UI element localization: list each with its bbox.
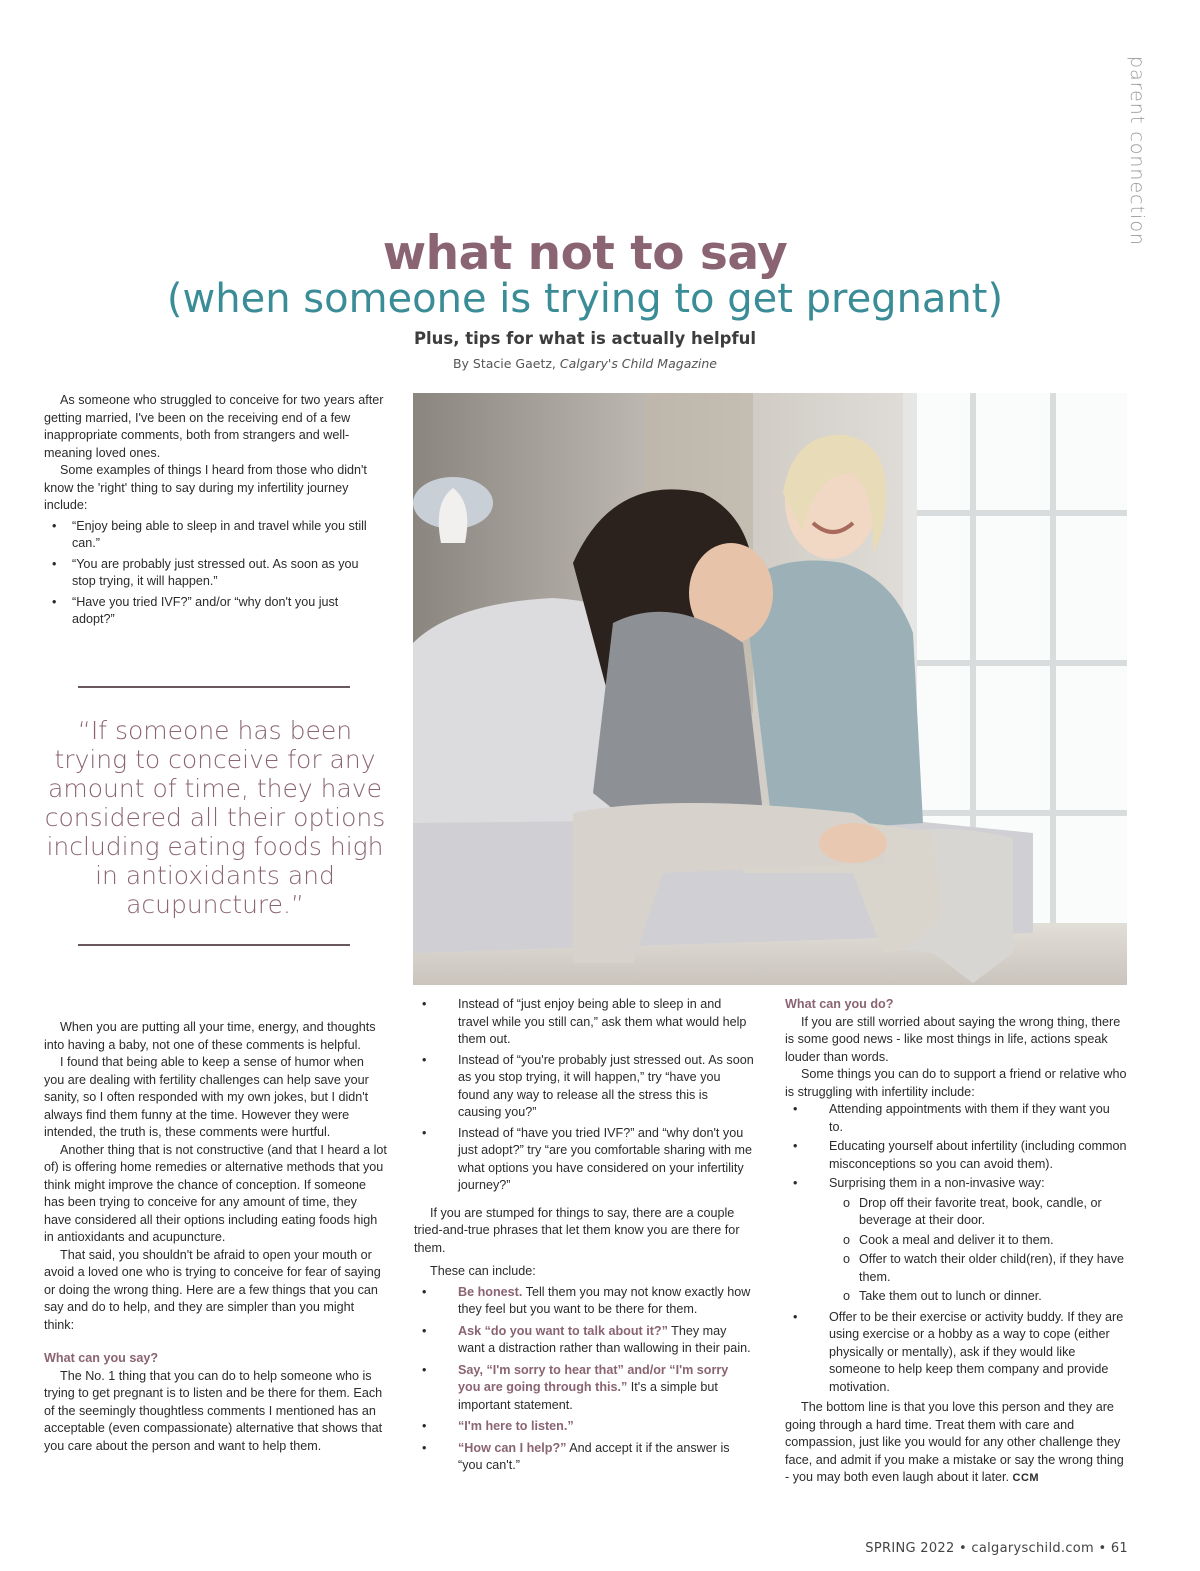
body-paragraph: When you are putting all your time, energy, and thoughts into having a baby, not one of these comments is helpful. [44,1020,376,1052]
pull-quote: “If someone has been trying to conceive for any amount of time, they have considered all their options including eating foods high in antioxidants and acupuncture.” [44,716,386,919]
body-paragraph: I found that being able to keep a sense of humor when you are dealing with fertility challenges can help save your sanity, so I often responded with my own jokes, but I didn't always find them funny at the time. However they were intended, the truth is, these comments were hurtful. [44,1055,369,1139]
body-column-2 [414,996,754,1475]
signoff: CCM [1012,1472,1040,1484]
body-paragraph: These can include: [430,1264,536,1278]
byline-publication: Calgary's Child Magazine [559,356,717,371]
list-item: • “Enjoy being able to sleep in and travel while you still can.” [44,518,384,553]
body-column-3 [785,996,1127,1488]
tip-emphasis: “I'm here to listen.” [458,1419,574,1433]
tip-emphasis: Say, “I'm sorry to hear that” and/or “I'm sorry you are going through this.” [458,1362,729,1394]
list-item: • “You are probably just stressed out. As soon as you stop trying, it will happen.” [44,556,384,591]
section-heading-say: What can you say? [44,1351,159,1365]
surprise-ideas-list [785,1195,1127,1306]
hurtful-comments-list [44,518,384,629]
body-column-1 [44,1019,387,1455]
list-item [414,1418,754,1436]
list-item [414,1362,754,1415]
list-item: • Instead of “have you tried IVF?” and “why don't you just adopt?” try “are you comfortable sharing with me what options you have considered on your infertility journey?” [414,1125,754,1195]
list-item: • Instead of “just enjoy being able to sleep in and travel while you still can,” ask them what would help them out. [414,996,754,1049]
section-heading-do: What can you do? [785,997,894,1011]
list-item [785,1175,1127,1193]
list-item: • “Have you tried IVF?” and/or “why don't you just adopt?” [44,594,384,629]
tip-text: And accept it if the answer is “you can't.” [458,1440,730,1472]
article-title-line2: (when someone is trying to get pregnant) [166,276,1004,322]
article-title: what not to say [382,226,788,281]
quote-rule-top [78,686,350,688]
sub-list-item: o Take them out to lunch or dinner. [785,1288,1127,1306]
page-footer: SPRING 2022 • calgaryschild.com • 61 [865,1541,1128,1556]
intro-column [44,392,384,629]
tip-text: They may want a distraction rather than wallowing in their pain. [458,1323,751,1355]
list-item: • Offer to be their exercise or activity buddy. If they are using exercise or a hobby as a way to cope (either physically or mentally), ask if they would like someone to help keep them company and provide motivation. [785,1309,1127,1397]
list-item: • Attending appointments with them if they want you to. [785,1101,1127,1136]
closing-text: The bottom line is that you love this person and they are going through a hard time. Treat them with care and compassion, just like you would for any other challenge they face, and admit if you make a mistake or say the wrong thing - you may both even laugh about it later. [785,1400,1124,1484]
alternatives-list [414,996,754,1195]
support-list-continued [785,1309,1127,1397]
tip-text: It's a simple but important statement. [458,1380,718,1412]
body-paragraph: The No. 1 thing that you can do to help someone who is trying to get pregnant is to listen and be there for them. Each of the seemingly thoughtless comments I mentioned has an acceptable (even compassionate) alternative that shows that you care about the person and want to help them. [44,1368,383,1453]
tip-emphasis: “How can I help?” [458,1440,567,1455]
body-paragraph: If you are stumped for things to say, there are a couple tried-and-true phrases that let them know you are there for them. [414,1205,740,1255]
body-paragraph: Another thing that is not constructive (and that I heard a lot of) is offering home remedies or alternative methods that you think might improve the chance of conception. If someone has been trying to conceive for any amount of time, they have considered all their options including eating foods high in antioxidants and acupuncture. [44,1142,387,1244]
quote-rule-bottom [78,944,350,946]
list-item-text: Surprising them in a non-invasive way: [829,1176,1045,1190]
section-tag: parent connection [1126,56,1148,247]
tip-text: Tell them you may not know exactly how they feel but you want to be there for them. [458,1284,751,1316]
body-paragraph: Some things you can do to support a friend or relative who is struggling with infertility include: [785,1067,1127,1099]
body-paragraph: If you are still worried about saying the wrong thing, there is some good news - like most things in life, actions speak louder than words. [785,1014,1121,1064]
intro-paragraph: As someone who struggled to conceive for two years after getting married, I've been on the receiving end of a few inappropriate comments, both from strangers and well-meaning loved ones. [44,393,384,460]
list-item [414,1323,754,1358]
list-item: • Instead of “you're probably just stressed out. As soon as you stop trying, it will happen,” try “have you found any way to release all the stress this is causing you?” [414,1052,754,1122]
list-item [414,1440,754,1475]
body-paragraph: That said, you shouldn't be afraid to open your mouth or avoid a loved one who is trying to conceive for fear of saying or doing the wrong thing. Here are a few things that you can say and do to help, and they are simpler than you might think: [44,1247,381,1332]
sub-list-item: o Drop off their favorite treat, book, candle, or beverage at their door. [785,1195,1127,1230]
article-subtitle: Plus, tips for what is actually helpful [413,329,757,348]
list-item: • Educating yourself about infertility (including common misconceptions so you can avoid them). [785,1138,1127,1173]
tip-emphasis: Be honest. [458,1284,523,1299]
list-item [414,1284,754,1319]
phrases-list [414,1284,754,1475]
support-list [785,1101,1127,1193]
tip-emphasis: Ask “do you want to talk about it?” [458,1323,668,1338]
byline-author: By Stacie Gaetz, [452,356,560,371]
intro-paragraph: Some examples of things I heard from those who didn't know the 'right' thing to say during my infertility journey include: [44,463,367,512]
body-paragraph [785,1399,1127,1488]
article-photo [413,393,1127,985]
byline [0,356,1170,371]
sub-list-item: o Cook a meal and deliver it to them. [785,1232,1127,1250]
sub-list-item: o Offer to watch their older child(ren), if they have them. [785,1251,1127,1286]
